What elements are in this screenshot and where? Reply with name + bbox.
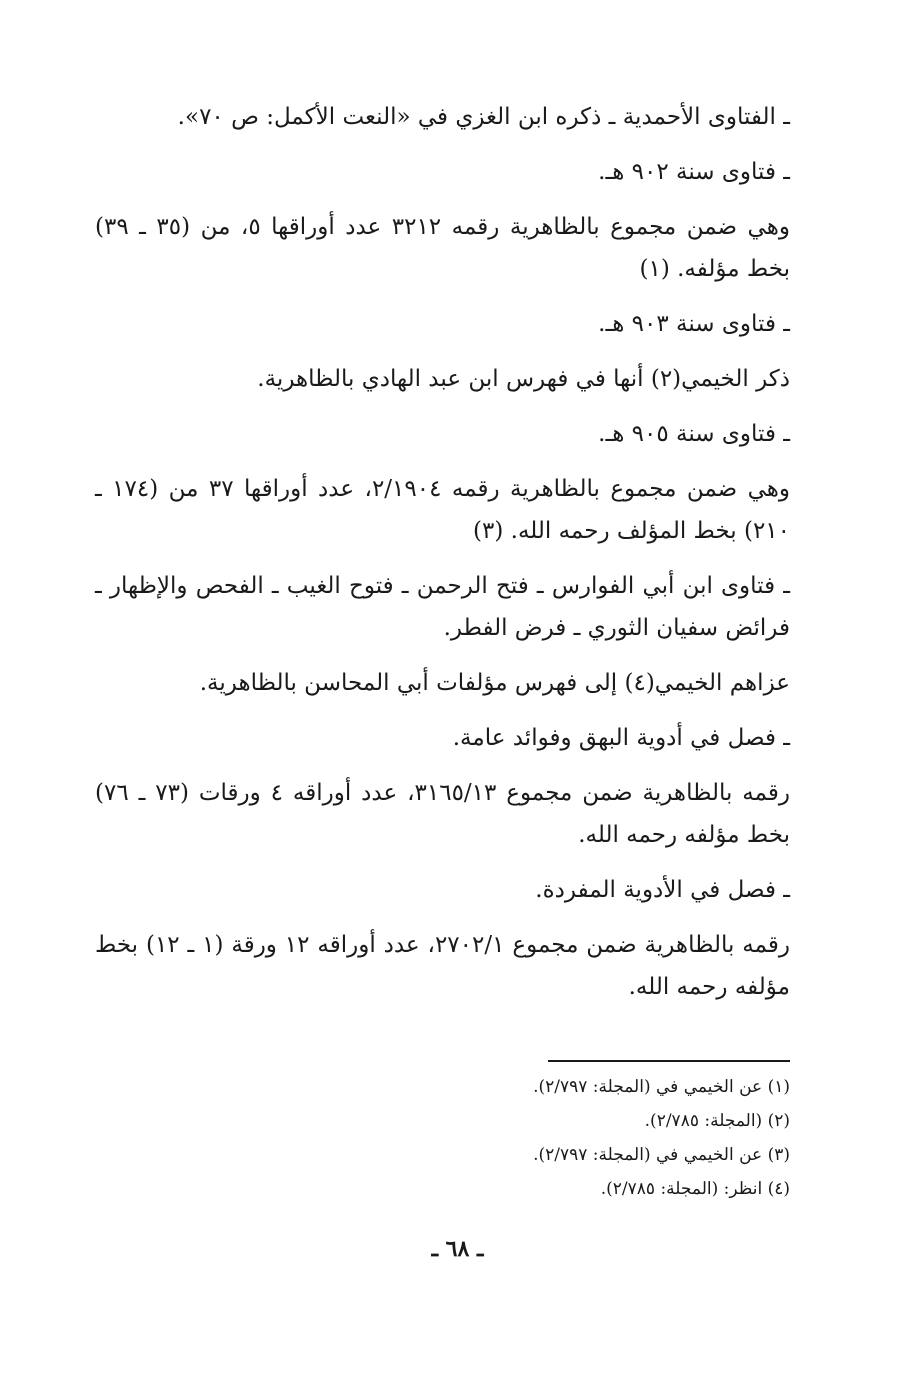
page-number: ـ ٦٨ ـ	[431, 1236, 484, 1262]
footnote-3: (٣) عن الخيمي في (المجلة: ٢/٧٩٧).	[533, 1145, 790, 1165]
footnote-divider	[548, 1060, 790, 1062]
paragraph-11: رقمه بالظاهرية ضمن مجموع ٣١٦٥/١٣، عدد أوراقه ٤ ورقات (٧٣ ـ ٧٦) بخط مؤلفه رحمه الله.	[95, 780, 790, 848]
paragraph-13: رقمه بالظاهرية ضمن مجموع ٢٧٠٢/١، عدد أوراقه ١٢ ورقة (١ ـ ١٢) بخط مؤلفه رحمه الله.	[95, 932, 790, 1000]
footnote-1: (١) عن الخيمي في (المجلة: ٢/٧٩٧).	[533, 1077, 790, 1097]
footnote-2: (٢) (المجلة: ٢/٧٨٥).	[644, 1111, 790, 1131]
footnote-4: (٤) انظر: (المجلة: ٢/٧٨٥).	[600, 1179, 790, 1199]
paragraph-6: ـ فتاوى سنة ٩٠٥ هـ.	[598, 421, 790, 447]
paragraph-9: عزاهم الخيمي(٤) إلى فهرس مؤلفات أبي المحاسن بالظاهرية.	[199, 670, 790, 696]
main-text	[95, 96, 790, 1008]
paragraph-5: ذكر الخيمي(٢) أنها في فهرس ابن عبد الهادي بالظاهرية.	[257, 366, 790, 392]
paragraph-2: ـ فتاوى سنة ٩٠٢ هـ.	[598, 159, 790, 185]
footnotes	[300, 1070, 790, 1206]
paragraph-1: ـ الفتاوى الأحمدية ـ ذكره ابن الغزي في «النعت الأكمل: ص ٧٠».	[177, 104, 790, 130]
paragraph-12: ـ فصل في الأدوية المفردة.	[535, 877, 790, 903]
paragraph-4: ـ فتاوى سنة ٩٠٣ هـ.	[598, 311, 790, 337]
paragraph-7: وهي ضمن مجموع بالظاهرية رقمه ٢/١٩٠٤، عدد أوراقها ٣٧ من (١٧٤ ـ ٢١٠) بخط المؤلف رحمه الله. (٣)	[95, 476, 790, 544]
paragraph-8: ـ فتاوى ابن أبي الفوارس ـ فتح الرحمن ـ فتوح الغيب ـ الفحص والإظهار ـ فرائض سفيان الثوري ـ فرض الفطر.	[95, 573, 790, 641]
paragraph-10: ـ فصل في أدوية البهق وفوائد عامة.	[452, 725, 790, 751]
paragraph-3: وهي ضمن مجموع بالظاهرية رقمه ٣٢١٢ عدد أوراقها ٥، من (٣٥ ـ ٣٩) بخط مؤلفه. (١)	[95, 214, 790, 282]
